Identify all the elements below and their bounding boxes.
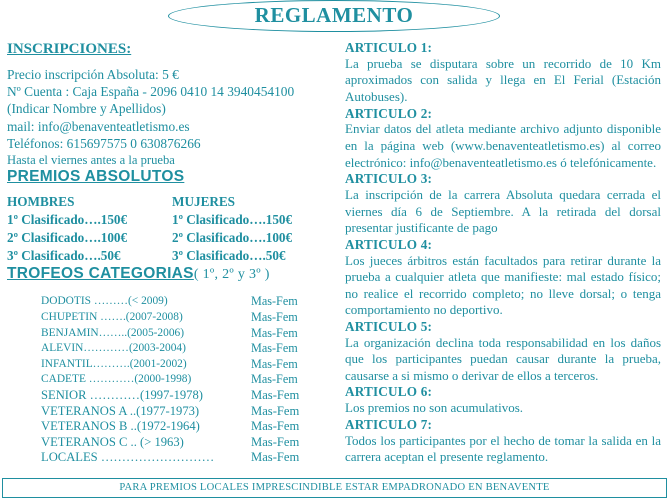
category-gender: Mas-Fem	[251, 341, 298, 356]
name-note-line: (Indicar Nombre y Apellidos)	[7, 101, 166, 117]
category-row	[41, 294, 299, 310]
premios-heading: PREMIOS ABSOLUTOS	[7, 168, 185, 186]
article-heading: ARTICULO 5:	[345, 318, 433, 334]
article-text: Todos los participantes por el hecho de tomar la salida en la carrera aceptan el presente reglamento.	[345, 432, 661, 465]
deadline-line: Hasta el viernes antes a la prueba	[7, 153, 175, 168]
trofeos-heading	[7, 264, 337, 285]
page-title: REGLAMENTO	[254, 3, 414, 27]
article-text: Enviar datos del atleta mediante archivo adjunto disponible en la página web (www.benaventeatletismo.es) al correo electrónico: info@benaventeatletismo.es ó telefónicamente.	[345, 121, 661, 170]
category-gender: Mas-Fem	[251, 325, 298, 340]
article-heading: ARTICULO 6:	[345, 384, 433, 400]
inscripciones-heading: INSCRIPCIONES:	[7, 41, 132, 57]
category-name: DODOTIS ………(< 2009)	[41, 295, 168, 308]
category-name: ALEVIN…………(2003-2004)	[41, 342, 186, 355]
article-text: La prueba se disputara sobre un recorrido de 10 Km aproximados con salida y llega en El Ferial (Estación Autobuses).	[345, 55, 661, 104]
mujeres-prize-2: 2º Clasificado….100€	[172, 229, 293, 245]
category-gender: Mas-Fem	[251, 419, 300, 434]
category-name: VETERANOS A ..(1977-1973)	[41, 403, 200, 418]
category-name: CHUPETIN …….(2007-2008)	[41, 311, 183, 323]
mujeres-prize-1: 1º Clasificado….150€	[172, 212, 293, 228]
category-name: VETERANOS C .. (> 1963)	[41, 434, 184, 449]
category-name: BENJAMIN……..(2005-2006)	[41, 326, 185, 339]
article-text: Los premios no son acumulativos.	[345, 400, 524, 416]
article-heading: ARTICULO 1:	[345, 40, 433, 55]
category-row	[41, 450, 299, 466]
category-gender: Mas-Fem	[251, 356, 298, 371]
category-name: INFANTIL……….(2001-2002)	[41, 357, 187, 370]
category-gender: Mas-Fem	[251, 294, 298, 309]
hombres-column	[7, 193, 172, 264]
category-gender: Mas-Fem	[251, 310, 298, 324]
hombres-prize-3: 3º Clasificado….50€	[7, 247, 121, 263]
category-row	[41, 326, 299, 342]
category-row	[41, 357, 299, 373]
category-gender: Mas-Fem	[251, 403, 300, 418]
phones-line: Teléfonos: 615697575 0 630876266	[7, 135, 201, 151]
trofeos-suffix: ( 1º, 2º y 3º )	[193, 267, 270, 283]
trofeos-heading-text: TROFEOS CATEGORIAS	[7, 265, 194, 283]
category-name: CADETE …………(2000-1998)	[41, 373, 192, 386]
article-text: La inscripción de la carrera Absoluta quedara cerrada el viernes día 6 de Septiembre. A la retirada del dorsal presentar justificante de pago	[345, 186, 661, 236]
account-line: Nº Cuenta : Caja España - 2096 0410 14 3940454100	[7, 84, 295, 100]
category-row	[41, 388, 299, 404]
mujeres-column	[172, 193, 337, 264]
article-heading: ARTICULO 3:	[345, 171, 433, 187]
right-column	[345, 40, 661, 466]
article-heading: ARTICULO 4:	[345, 236, 433, 252]
hombres-prize-2: 2º Clasificado….100€	[7, 229, 128, 245]
category-row	[41, 404, 299, 420]
price-line: Precio inscripción Absoluta: 5 €	[7, 67, 179, 82]
prizes-table	[7, 193, 337, 264]
category-gender: Mas-Fem	[251, 434, 300, 449]
categories-table	[41, 294, 299, 466]
mail-line: mail: info@benaventeatletismo.es	[7, 118, 190, 134]
article-text: La organización declina toda responsabilidad en los daños que los participantes puedan causar durante la prueba, causarse a si mismo o derivar de ellos a terceros.	[345, 334, 661, 383]
category-gender: Mas-Fem	[251, 450, 300, 465]
category-gender: Mas-Fem	[251, 372, 298, 387]
category-row	[41, 435, 299, 451]
footer-note: PARA PREMIOS LOCALES IMPRESCINDIBLE ESTAR EMPADRONADO EN BENAVENTE	[2, 478, 667, 498]
category-row	[41, 419, 299, 435]
category-row	[41, 341, 299, 357]
hombres-prize-1: 1º Clasificado….150€	[7, 212, 128, 228]
category-name: LOCALES ………………………	[41, 450, 215, 465]
inscripciones-info	[7, 66, 337, 169]
article-heading: ARTICULO 7:	[345, 416, 433, 432]
category-name: VETERANOS B ..(1972-1964)	[41, 419, 200, 434]
mujeres-prize-3: 3º Clasificado….50€	[172, 247, 286, 263]
article-heading: ARTICULO 2:	[345, 105, 433, 121]
category-row	[41, 372, 299, 388]
category-name: SENIOR …………(1997-1978)	[41, 387, 203, 402]
left-column	[7, 40, 337, 466]
article-text: Los jueces árbitros están facultados para retirar durante la prueba a cualquier atleta que manifieste: mal estado físico; no realice el recorrido completo; no lleve dorsal; o tenga comportamiento no deportivo.	[345, 252, 661, 318]
mujeres-label: MUJERES	[172, 194, 236, 210]
hombres-label: HOMBRES	[7, 194, 75, 210]
category-row	[41, 310, 299, 326]
category-gender: Mas-Fem	[251, 387, 300, 402]
